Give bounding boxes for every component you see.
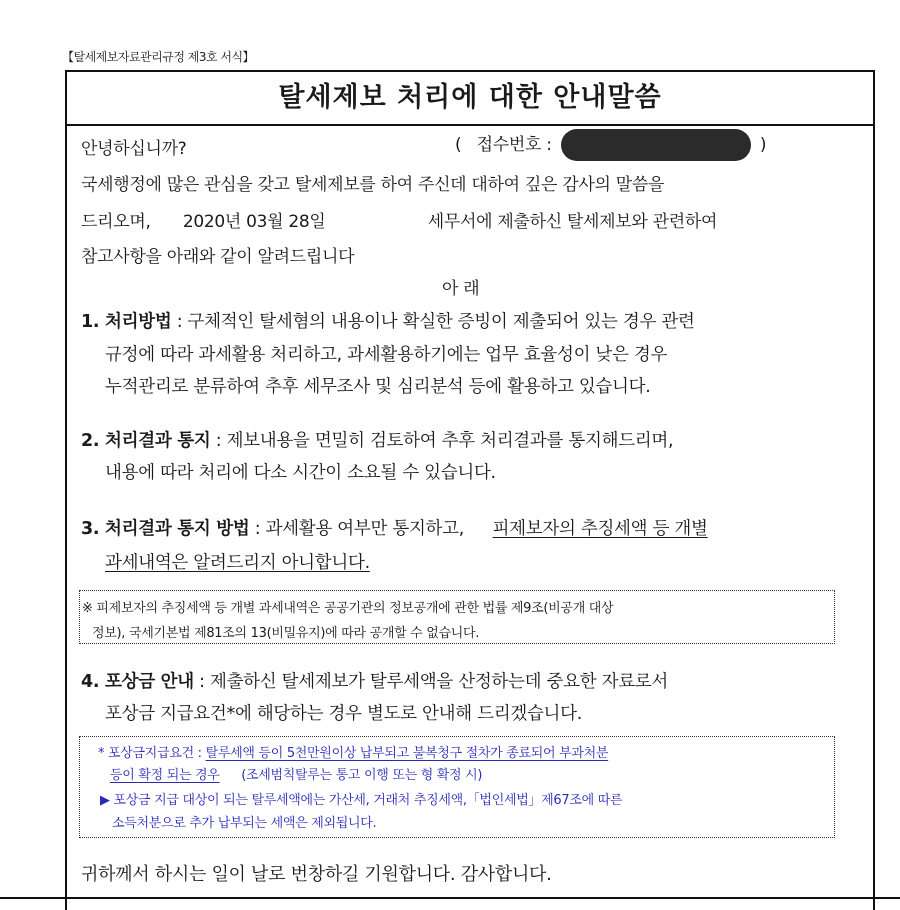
receipt-number-row <box>455 129 766 161</box>
section-1-heading: 1. 처리방법 <box>81 312 172 332</box>
section-1-line-1 <box>81 308 695 333</box>
note-2-line-2 <box>110 764 482 783</box>
section-3-line-2 <box>105 549 370 574</box>
form-number-tag: 【탈세제보자료관리규정 제3호 서식】 <box>62 50 255 64</box>
closing-message: 귀하께서 하시는 일이 날로 번창하길 기원합니다. 감사합니다. <box>81 864 552 885</box>
section-1-text-1: : 구체적인 탈세혐의 내용이나 확실한 증빙이 제출되어 있는 경우 관련 <box>171 312 695 332</box>
section-2-text-1: : 제보내용을 면밀히 검토하여 추후 처리결과를 통지해드리며, <box>210 431 674 451</box>
intro-line-3: 참고사항을 아래와 같이 알려드립니다 <box>81 247 355 267</box>
note-2-line-1 <box>98 742 608 761</box>
receipt-number-label: 접수번호 : <box>476 135 552 155</box>
section-2-line-2: 내용에 따라 처리에 다소 시간이 소요될 수 있습니다. <box>105 463 496 483</box>
section-3-line-1 <box>81 515 708 540</box>
intro-line-2 <box>81 207 717 232</box>
section-3-underlined-1: 피제보자의 추징세액 등 개별 <box>492 519 708 539</box>
section-1-line-2: 규정에 따라 과세활용 처리하고, 과세활용하기에는 업무 효율성이 낮은 경우 <box>105 345 668 365</box>
reward-condition-underlined-1: 탈루세액 등이 5천만원이상 납부되고 불복청구 절차가 종료되어 부과처분 <box>205 746 609 761</box>
section-4-text-1: : 제출하신 탈세제보가 탈루세액을 산정하는데 중요한 자료로서 <box>193 672 669 692</box>
reward-condition-label: * 포상금지급요건 : <box>98 746 202 761</box>
section-2-line-1 <box>81 427 673 452</box>
receipt-close-paren: ) <box>759 135 767 155</box>
bottom-rule <box>0 897 900 899</box>
section-1-line-3: 누적관리로 분류하여 추후 세무조사 및 심리분석 등에 활용하고 있습니다. <box>105 377 651 397</box>
section-3-underlined-2: 과세내역은 알려드리지 아니합니다. <box>105 553 370 573</box>
notice-frame <box>65 70 875 910</box>
intro-line-1: 국세행정에 많은 관심을 갖고 탈세제보를 하여 주신데 대하여 깊은 감사의 말씀을 <box>81 175 665 195</box>
note-2-line-4: 소득처분으로 추가 납부되는 세액은 제외됩니다. <box>112 816 377 831</box>
note-1-line-2: 정보), 국세기본법 제81조의 13(비밀유지)에 따라 공개할 수 없습니다. <box>92 626 480 641</box>
section-2-heading: 2. 처리결과 통지 <box>81 431 211 451</box>
note-2-line-3: ▶ 포상금 지급 대상이 되는 탈루세액에는 가산세, 거래처 추징세액,「법인세법」제67조에 따른 <box>100 793 623 808</box>
confidentiality-note-box <box>79 590 835 644</box>
section-3-text-1: : 과세활용 여부만 통지하고, <box>249 519 465 539</box>
reward-condition-underlined-2: 등이 확정 되는 경우 <box>110 768 220 783</box>
submission-date: 2020년 03월 28일 <box>182 212 326 232</box>
section-4-heading: 4. 포상금 안내 <box>81 672 194 692</box>
greeting: 안녕하십니까? <box>81 139 187 159</box>
below-heading: 아 래 <box>442 279 480 299</box>
reward-condition-note-box <box>79 736 835 838</box>
page-title: 탈세제보 처리에 대한 안내말씀 <box>67 72 873 126</box>
section-3-heading: 3. 처리결과 통지 방법 <box>81 519 250 539</box>
reward-condition-parenthetical: (조세범칙탈루는 통고 이행 또는 형 확정 시) <box>241 768 483 783</box>
intro-line-2-start: 드리오며, <box>81 212 151 232</box>
redacted-receipt-number <box>561 129 751 161</box>
intro-line-2-end: 세무서에 제출하신 탈세제보와 관련하여 <box>427 212 718 232</box>
note-1-line-1: ※ 피제보자의 추징세액 등 개별 과세내역은 공공기관의 정보공개에 관한 법률 제9조(비공개 대상 <box>82 601 614 616</box>
section-4-line-1 <box>81 668 668 693</box>
section-4-line-2: 포상금 지급요건*에 해당하는 경우 별도로 안내해 드리겠습니다. <box>105 704 583 724</box>
receipt-open-paren: ( <box>455 135 462 155</box>
